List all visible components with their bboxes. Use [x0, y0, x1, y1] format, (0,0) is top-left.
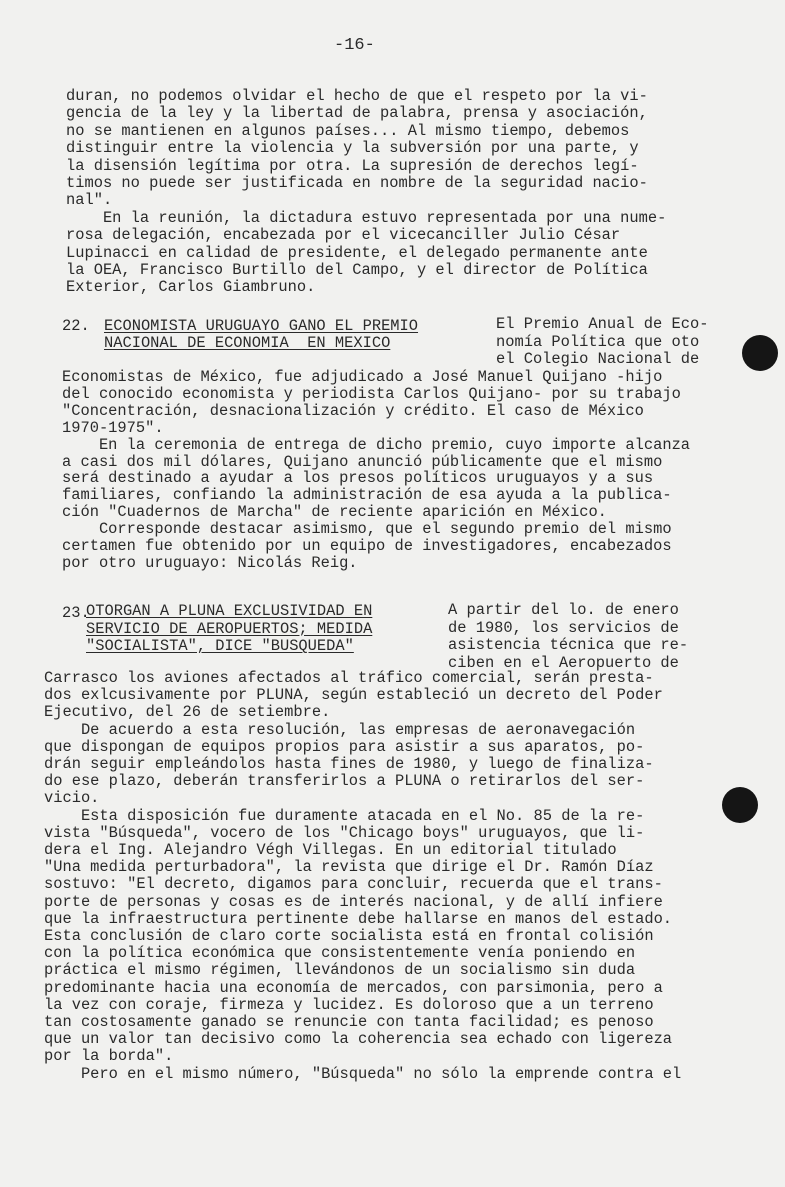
page-number: -16- [334, 36, 375, 55]
intro-line: nal". [66, 191, 113, 210]
intro-line: la OEA, Francisco Burtillo del Campo, y el director de Política [66, 261, 648, 279]
a23-body-line: Esta disposición fue duramente atacada en el No. 85 de la re- [44, 806, 645, 825]
a22-body-line: Economistas de México, fue adjudicado a José Manuel Quijano -hijo [62, 368, 663, 386]
intro-line: duran, no podemos olvidar el hecho de que el respeto por la vi- [66, 87, 648, 105]
a23-body-line: dera el Ing. Alejandro Végh Villegas. En un editorial titulado [44, 841, 617, 859]
a22-side-line: nomía Política que oto [496, 332, 700, 351]
a22-body-line: "Concentración, desnacionalización y crédito. El caso de México [62, 401, 644, 420]
a22-side-line: El Premio Anual de Eco- [496, 315, 709, 333]
intro-line: En la reunión, la dictadura estuvo representada por una nume- [66, 208, 667, 227]
a23-body-line: Esta conclusión de claro corte socialista está en frontal colisión [44, 927, 654, 945]
a22-body-line: por otro uruguayo: Nicolás Reig. [62, 553, 358, 572]
a22-body-line: será destinado a ayudar a los presos políticos uruguayos y a sus [62, 469, 654, 488]
a22-head-line: ECONOMISTA URUGUAYO GANO EL PREMIO [104, 317, 419, 335]
a23-head-line: SERVICIO DE AEROPUERTOS; MEDIDA [86, 619, 373, 638]
intro-line: gencia de la ley y la libertad de palabra, prensa y asociación, [66, 104, 648, 123]
a23-body-line: sostuvo: "El decreto, digamos para concluir, recuerda que el trans- [44, 875, 663, 894]
a22-body-line: 1970-1975". [62, 418, 164, 437]
a23-body-line: tan costosamente ganado se renuncie con tanta facilidad; es penoso [44, 1013, 654, 1031]
a22-body-line: del conocido economista y periodista Carlos Quijano- por su trabajo [62, 384, 681, 403]
a23-body-line: Ejecutivo, del 26 de setiembre. [44, 703, 331, 722]
a23-body-line: que un valor tan decisivo como la coherencia sea echado con ligereza [44, 1030, 673, 1049]
a23-body-line: por la borda". [44, 1047, 174, 1066]
a23-body-line: predominante hacia una economía de mercados, con parsimonia, pero a [44, 978, 663, 997]
a23-body-line: práctica el mismo régimen, llevándonos de un socialismo sin duda [44, 961, 636, 980]
a23-body-line: "Una medida perturbadora", la revista que dirige el Dr. Ramón Díaz [44, 858, 654, 877]
a23-side-line: asistencia técnica que re- [448, 636, 689, 654]
a23-body-line: la vez con coraje, firmeza y lucidez. Es doloroso que a un terreno [44, 995, 654, 1014]
a23-side-line: de 1980, los servicios de [448, 618, 679, 637]
a23-body-line: vicio. [44, 789, 100, 808]
a22-side-line: el Colegio Nacional de [496, 350, 700, 368]
intro-line: no se mantienen en algunos países... Al mismo tiempo, debemos [66, 121, 630, 140]
a22-body-line: En la ceremonia de entrega de dicho premio, cuyo importe alcanza [62, 435, 691, 454]
a23-body-line: con la política económica que consistentemente venía poniendo en [44, 944, 636, 963]
a23-body-line: drán seguir empleándolos hasta fines de 1980, y luego de finaliza- [44, 755, 654, 773]
a22-body-line: certamen fue obtenido por un equipo de investigadores, encabezados [62, 537, 672, 555]
a22-head-line: NACIONAL DE ECONOMIA EN MEXICO [104, 334, 391, 352]
a22-body-line: a casi dos mil dólares, Quijano anunció públicamente que el mismo [62, 452, 663, 471]
a22-body-line: Corresponde destacar asimismo, que el segundo premio del mismo [62, 520, 672, 539]
a23-body-line: que la infraestructura pertinente debe hallarse en manos del estado. [44, 909, 673, 928]
a22-body-line: familiares, confiando la administración de esa ayuda a la publica- [62, 486, 672, 505]
a23-body-line: do ese plazo, deberán transferirlos a PLUNA o retirarlos del ser- [44, 772, 645, 791]
article-22-number: 22. [62, 317, 90, 335]
intro-line: Exterior, Carlos Giambruno. [66, 278, 316, 297]
article-23-number: 23. [62, 604, 90, 622]
punch-hole [722, 787, 758, 823]
a23-body-line: vista "Búsqueda", vocero de los "Chicago boys" uruguayos, que li- [44, 823, 645, 842]
intro-line: la disensión legítima por otra. La supresión de derechos legí- [66, 156, 639, 175]
a23-body-line: De acuerdo a esta resolución, las empresas de aeronavegación [44, 720, 636, 739]
intro-line: rosa delegación, encabezada por el vicecanciller Julio César [66, 226, 621, 245]
a23-head-line: OTORGAN A PLUNA EXCLUSIVIDAD EN [86, 602, 373, 620]
intro-line: timos no puede ser justificada en nombre de la seguridad nacio- [66, 174, 648, 192]
a23-body-line: que dispongan de equipos propios para asistir a sus aparatos, po- [44, 737, 645, 756]
punch-hole [742, 335, 778, 371]
a23-side-line: ciben en el Aeropuerto de [448, 653, 679, 672]
a23-head-line: "SOCIALISTA", DICE "BUSQUEDA" [86, 637, 354, 655]
a23-body-line: Carrasco los aviones afectados al tráfico comercial, serán presta- [44, 669, 654, 687]
a23-body-line: porte de personas y cosas es de interés nacional, y de allí infiere [44, 892, 663, 911]
intro-line: Lupinacci en calidad de presidente, el delegado permanente ante [66, 243, 648, 262]
intro-line: distinguir entre la violencia y la subversión por una parte, y [66, 139, 639, 158]
a23-side-line: A partir del lo. de enero [448, 601, 679, 619]
a22-body-line: ción "Cuadernos de Marcha" de reciente aparición en México. [62, 503, 607, 522]
a23-body-line: Pero en el mismo número, "Búsqueda" no sólo la emprende contra el [44, 1064, 682, 1083]
a23-body-line: dos exlcusivamente por PLUNA, según estableció un decreto del Poder [44, 686, 663, 705]
